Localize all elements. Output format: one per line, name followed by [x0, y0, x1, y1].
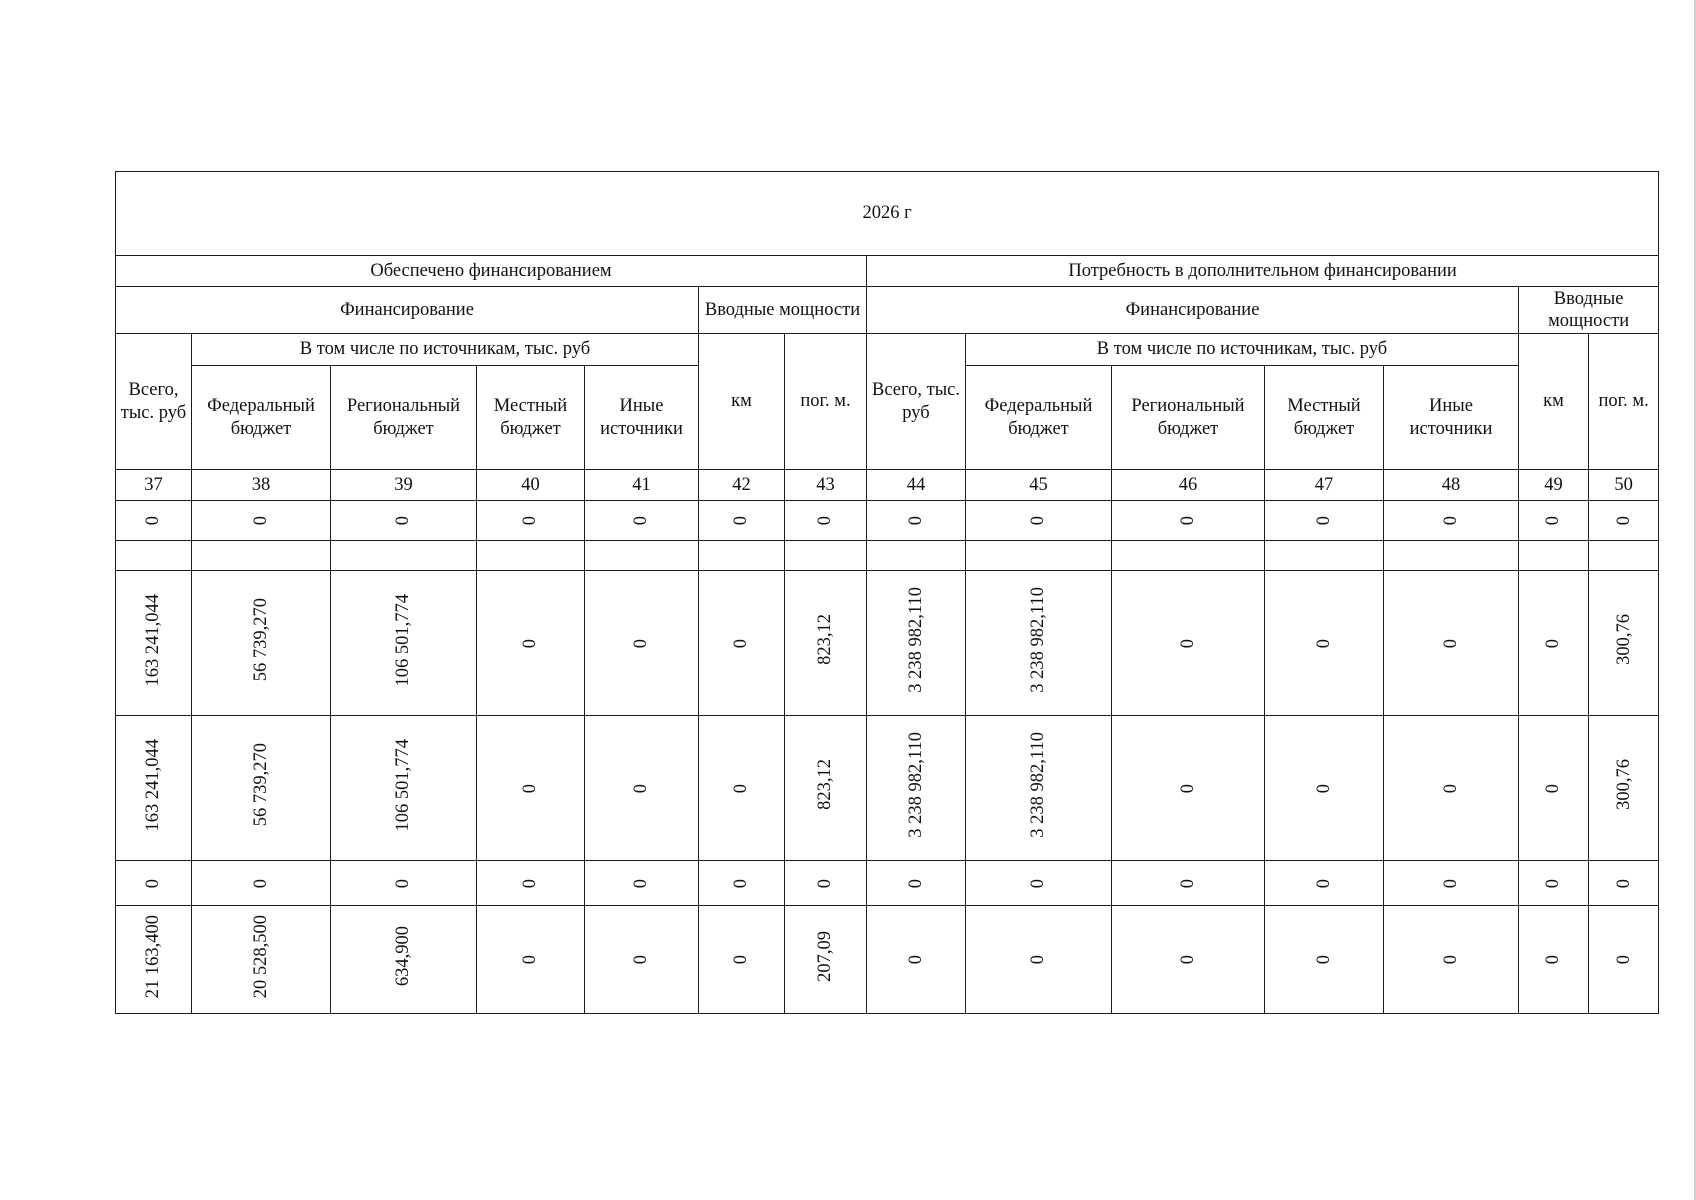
- table-cell: [192, 861, 331, 906]
- group-by-sources-left: В том числе по источникам, тыс. руб: [192, 334, 699, 366]
- table-cell: [966, 571, 1112, 716]
- table-cell: [966, 861, 1112, 906]
- cell-value: 0: [520, 638, 541, 648]
- table-cell: [477, 861, 585, 906]
- cell-value: 0: [1177, 955, 1198, 965]
- column-number: 45: [966, 470, 1112, 501]
- cell-value: 0: [1440, 783, 1461, 793]
- cell-value: 0: [1543, 878, 1564, 888]
- table-cell: [1112, 501, 1265, 541]
- cell-value: 0: [1313, 638, 1334, 648]
- group-capacity-right: Вводные мощности: [1519, 287, 1659, 334]
- cell-value: 0: [905, 878, 926, 888]
- table-cell: [1589, 906, 1659, 1014]
- cell-value: 0: [143, 516, 164, 526]
- table-cell: [699, 541, 785, 571]
- table-cell: [331, 861, 477, 906]
- cell-value: 0: [520, 955, 541, 965]
- col-pog-m-right: пог. м.: [1589, 334, 1659, 470]
- table-cell: [966, 501, 1112, 541]
- col-regional-left: Региональный бюджет: [331, 366, 477, 470]
- column-number: 47: [1265, 470, 1384, 501]
- table-cell: [477, 906, 585, 1014]
- cell-value: 3 238 982,110: [1028, 587, 1049, 693]
- table-cell: [1519, 571, 1589, 716]
- table-cell: [785, 861, 867, 906]
- cell-value: 0: [393, 516, 414, 526]
- cell-value: 106 501,774: [393, 593, 414, 687]
- table-cell: [1519, 906, 1589, 1014]
- table-row: [116, 541, 1659, 571]
- table-cell: [1589, 501, 1659, 541]
- table-cell: [699, 501, 785, 541]
- table-cell: [867, 716, 966, 861]
- table-cell: [1589, 861, 1659, 906]
- cell-value: 0: [1313, 955, 1334, 965]
- table-cell: [966, 716, 1112, 861]
- table-cell: [699, 571, 785, 716]
- table-cell: [785, 571, 867, 716]
- cell-value: 0: [815, 516, 836, 526]
- col-pog-m-left: пог. м.: [785, 334, 867, 470]
- table-cell: [477, 571, 585, 716]
- column-number: 48: [1384, 470, 1519, 501]
- table-row: [116, 501, 1659, 541]
- table-row: [116, 571, 1659, 716]
- cell-value: 106 501,774: [393, 738, 414, 832]
- table-cell: [585, 501, 699, 541]
- table-cell: [699, 716, 785, 861]
- cell-value: 0: [1177, 878, 1198, 888]
- table-cell: [1112, 716, 1265, 861]
- cell-value: 0: [393, 878, 414, 888]
- table-row: [116, 716, 1659, 861]
- cell-value: 0: [1440, 955, 1461, 965]
- column-number: 39: [331, 470, 477, 501]
- table-cell: [867, 541, 966, 571]
- financing-table: [115, 171, 1659, 1014]
- table-cell: [331, 716, 477, 861]
- cell-value: 0: [631, 516, 652, 526]
- cell-value: 0: [1613, 955, 1634, 965]
- cell-value: 0: [1313, 878, 1334, 888]
- table-cell: [785, 501, 867, 541]
- table-cell: [1112, 571, 1265, 716]
- col-regional-right: Региональный бюджет: [1112, 366, 1265, 470]
- table-cell: [477, 716, 585, 861]
- cell-value: 0: [731, 878, 752, 888]
- table-cell: [1519, 541, 1589, 571]
- cell-value: 0: [631, 638, 652, 648]
- table-cell: [585, 541, 699, 571]
- group-financing-left: Финансирование: [116, 287, 699, 334]
- table-cell: [331, 571, 477, 716]
- group-by-sources-right: В том числе по источникам, тыс. руб: [966, 334, 1519, 366]
- cell-value: 0: [250, 516, 271, 526]
- table-cell: [1589, 571, 1659, 716]
- cell-value: 0: [905, 955, 926, 965]
- table-row: [116, 861, 1659, 906]
- cell-value: 0: [1440, 516, 1461, 526]
- column-number: 50: [1589, 470, 1659, 501]
- table-cell: [116, 541, 192, 571]
- col-km-left: км: [699, 334, 785, 470]
- table-cell: [331, 501, 477, 541]
- table-cell: [1589, 541, 1659, 571]
- table-cell: [1519, 501, 1589, 541]
- table-cell: [116, 861, 192, 906]
- col-local-left: Местный бюджет: [477, 366, 585, 470]
- table-cell: [1384, 716, 1519, 861]
- table-cell: [867, 861, 966, 906]
- table-cell: [785, 716, 867, 861]
- table-cell: [1519, 716, 1589, 861]
- table-cell: [1265, 541, 1384, 571]
- table-cell: [785, 541, 867, 571]
- table-cell: [1112, 541, 1265, 571]
- col-total-left: Всего, тыс. руб: [116, 334, 192, 470]
- cell-value: 0: [520, 516, 541, 526]
- cell-value: 0: [520, 878, 541, 888]
- cell-value: 300,76: [1613, 759, 1634, 811]
- table-cell: [867, 501, 966, 541]
- table-cell: [1265, 716, 1384, 861]
- cell-value: 0: [731, 783, 752, 793]
- col-federal-right: Федеральный бюджет: [966, 366, 1112, 470]
- cell-value: 0: [1028, 955, 1049, 965]
- table-cell: [116, 501, 192, 541]
- col-other-left: Иные источники: [585, 366, 699, 470]
- table-cell: [1112, 906, 1265, 1014]
- cell-value: 0: [1543, 955, 1564, 965]
- table-row: [116, 906, 1659, 1014]
- cell-value: 0: [731, 955, 752, 965]
- table-cell: [1112, 861, 1265, 906]
- column-number: 44: [867, 470, 966, 501]
- cell-value: 21 163,400: [143, 914, 164, 999]
- cell-value: 0: [1440, 638, 1461, 648]
- group-financing-right: Финансирование: [867, 287, 1519, 334]
- table-cell: [585, 571, 699, 716]
- column-number: 37: [116, 470, 192, 501]
- table-cell: [585, 861, 699, 906]
- table-cell: [116, 906, 192, 1014]
- group-capacity-left: Вводные мощности: [699, 287, 867, 334]
- table-cell: [192, 906, 331, 1014]
- table-cell: [1384, 541, 1519, 571]
- section-secured: Обеспечено финансированием: [116, 256, 867, 287]
- table-cell: [331, 541, 477, 571]
- cell-value: 3 238 982,110: [905, 587, 926, 693]
- cell-value: 0: [1177, 638, 1198, 648]
- column-number: 49: [1519, 470, 1589, 501]
- column-number: 42: [699, 470, 785, 501]
- cell-value: 634,900: [393, 926, 414, 987]
- cell-value: 3 238 982,110: [905, 732, 926, 838]
- column-number: 40: [477, 470, 585, 501]
- cell-value: 0: [905, 516, 926, 526]
- cell-value: 20 528,500: [250, 914, 271, 999]
- table-cell: [867, 906, 966, 1014]
- cell-value: 56 739,270: [250, 743, 271, 827]
- cell-value: 0: [1313, 516, 1334, 526]
- cell-value: 207,09: [815, 930, 836, 982]
- cell-value: 0: [1613, 878, 1634, 888]
- table-cell: [1265, 501, 1384, 541]
- col-km-right: км: [1519, 334, 1589, 470]
- table-cell: [699, 861, 785, 906]
- table-cell: [1265, 861, 1384, 906]
- cell-value: 56 739,270: [250, 598, 271, 682]
- col-other-right: Иные источники: [1384, 366, 1519, 470]
- cell-value: 0: [731, 516, 752, 526]
- cell-value: 0: [815, 878, 836, 888]
- table-cell: [331, 906, 477, 1014]
- column-number: 43: [785, 470, 867, 501]
- cell-value: 0: [1543, 516, 1564, 526]
- table-cell: [1384, 861, 1519, 906]
- table-cell: [192, 571, 331, 716]
- cell-value: 0: [1543, 638, 1564, 648]
- table-cell: [1519, 861, 1589, 906]
- table-cell: [1265, 906, 1384, 1014]
- table-cell: [1384, 571, 1519, 716]
- cell-value: 0: [1613, 516, 1634, 526]
- table-cell: [1589, 716, 1659, 861]
- table-cell: [585, 906, 699, 1014]
- cell-value: 0: [731, 638, 752, 648]
- col-federal-left: Федеральный бюджет: [192, 366, 331, 470]
- cell-value: 0: [1543, 783, 1564, 793]
- cell-value: 0: [1177, 783, 1198, 793]
- table-cell: [192, 541, 331, 571]
- cell-value: 0: [631, 878, 652, 888]
- table-cell: [1265, 571, 1384, 716]
- cell-value: 300,76: [1613, 614, 1634, 666]
- cell-value: 0: [631, 783, 652, 793]
- column-number: 41: [585, 470, 699, 501]
- cell-value: 0: [1177, 516, 1198, 526]
- table-cell: [477, 501, 585, 541]
- cell-value: 823,12: [815, 614, 836, 666]
- cell-value: 0: [250, 878, 271, 888]
- table-cell: [1384, 501, 1519, 541]
- table-cell: [116, 571, 192, 716]
- table-cell: [699, 906, 785, 1014]
- table-cell: [116, 716, 192, 861]
- table-cell: [785, 906, 867, 1014]
- col-local-right: Местный бюджет: [1265, 366, 1384, 470]
- table-cell: [966, 541, 1112, 571]
- col-total-right: Всего, тыс. руб: [867, 334, 966, 470]
- table-cell: [1384, 906, 1519, 1014]
- table-cell: [867, 571, 966, 716]
- section-additional: Потребность в дополнительном финансировании: [867, 256, 1659, 287]
- cell-value: 163 241,044: [143, 738, 164, 832]
- cell-value: 0: [520, 783, 541, 793]
- column-number: 46: [1112, 470, 1265, 501]
- year-title: 2026 г: [116, 172, 1659, 256]
- table-cell: [477, 541, 585, 571]
- column-number: 38: [192, 470, 331, 501]
- table-cell: [192, 716, 331, 861]
- column-numbers-row: [116, 470, 1659, 501]
- cell-value: 0: [143, 878, 164, 888]
- cell-value: 0: [1028, 878, 1049, 888]
- table-cell: [192, 501, 331, 541]
- cell-value: 3 238 982,110: [1028, 732, 1049, 838]
- cell-value: 0: [1440, 878, 1461, 888]
- cell-value: 0: [631, 955, 652, 965]
- cell-value: 163 241,044: [143, 593, 164, 687]
- cell-value: 823,12: [815, 759, 836, 811]
- table-cell: [585, 716, 699, 861]
- cell-value: 0: [1028, 516, 1049, 526]
- cell-value: 0: [1313, 783, 1334, 793]
- table-cell: [966, 906, 1112, 1014]
- table-body: [116, 501, 1659, 1014]
